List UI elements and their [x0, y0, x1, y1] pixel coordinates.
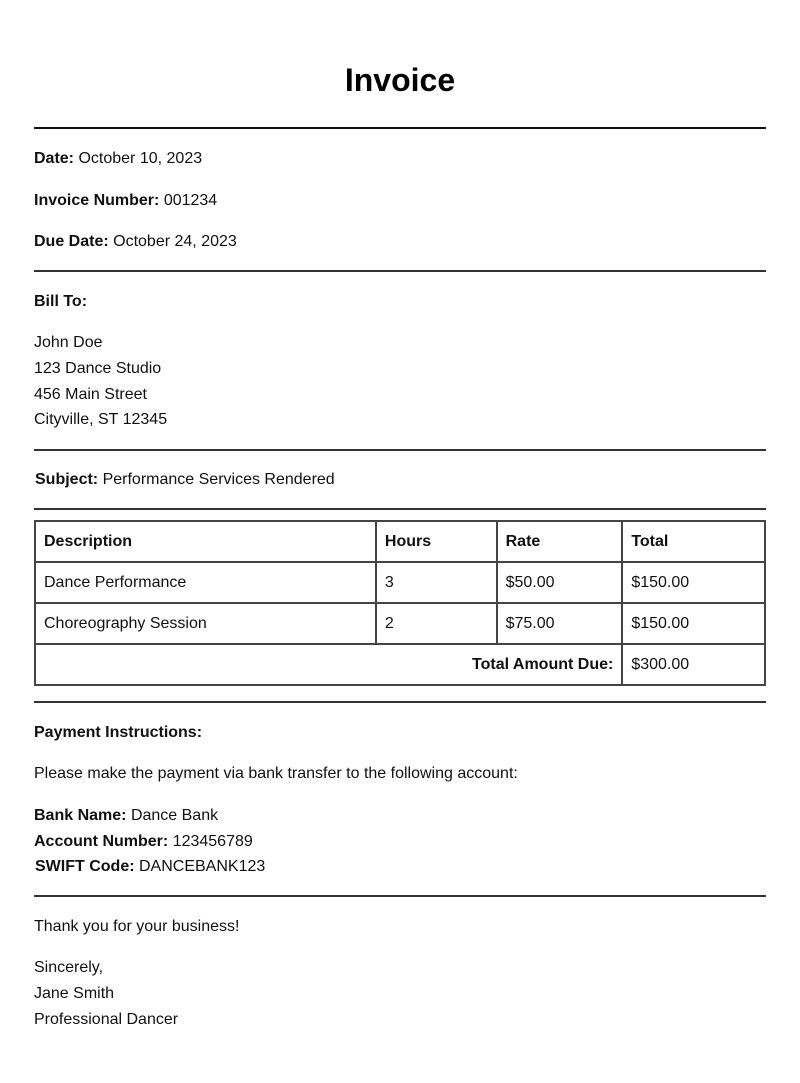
bill-to-line: Cityville, ST 12345 [34, 411, 168, 428]
invoice-date [34, 149, 202, 169]
divider [34, 895, 766, 897]
subject [35, 470, 335, 490]
due-date-value: October 24, 2023 [113, 233, 237, 250]
hours-cell: 2 [376, 603, 497, 644]
divider [34, 449, 766, 451]
table-row [35, 562, 765, 603]
closing-salutation: Sincerely, [34, 959, 104, 976]
bank-name [34, 806, 218, 826]
bill-to-label: Bill To: [34, 293, 88, 310]
total-cell: $150.00 [622, 562, 765, 603]
subject-label: Subject: [35, 471, 99, 488]
column-header: Hours [376, 521, 497, 562]
due-date [34, 232, 237, 252]
invoice-number [34, 191, 217, 211]
invoice-number-label: Invoice Number: [34, 192, 160, 209]
divider [34, 508, 766, 510]
table-header-row [35, 521, 765, 562]
divider [34, 270, 766, 272]
divider [34, 701, 766, 703]
column-header: Description [35, 521, 376, 562]
invoice-number-value: 001234 [163, 192, 218, 209]
swift-code [35, 857, 265, 877]
description-cell: Dance Performance [35, 562, 376, 603]
total-cell: $150.00 [622, 603, 765, 644]
sender-role: Professional Dancer [34, 1011, 179, 1028]
account-number [34, 832, 253, 852]
account-number-label: Account Number: [34, 833, 169, 850]
page-title: Invoice [344, 62, 456, 98]
swift-code-label: SWIFT Code: [35, 858, 135, 875]
payment-instruction: Please make the payment via bank transfer to the following account: [34, 765, 518, 782]
bank-name-value: Dance Bank [130, 807, 219, 824]
swift-code-value: DANCEBANK123 [139, 858, 266, 875]
divider [34, 127, 766, 129]
due-date-label: Due Date: [34, 233, 109, 250]
total-row [35, 644, 765, 685]
hours-cell: 3 [376, 562, 497, 603]
bill-to-line: 456 Main Street [34, 386, 147, 403]
column-header: Total [622, 521, 765, 562]
payment-heading: Payment Instructions: [34, 724, 203, 741]
line-items-table [34, 520, 766, 686]
date-label: Date: [34, 150, 75, 167]
table-row [35, 603, 765, 644]
thank-you-note: Thank you for your business! [34, 918, 240, 935]
rate-cell: $75.00 [497, 603, 623, 644]
column-header: Rate [497, 521, 623, 562]
rate-cell: $50.00 [497, 562, 623, 603]
sender-name: Jane Smith [34, 985, 115, 1002]
bill-to-line: 123 Dance Studio [34, 360, 162, 377]
date-value: October 10, 2023 [78, 150, 203, 167]
bank-name-label: Bank Name: [34, 807, 127, 824]
bill-to-line: John Doe [34, 334, 103, 351]
total-amount-label: Total Amount Due: [35, 644, 622, 685]
account-number-value: 123456789 [172, 833, 253, 850]
subject-value: Performance Services Rendered [102, 471, 335, 488]
total-amount-value: $300.00 [622, 644, 765, 685]
description-cell: Choreography Session [35, 603, 376, 644]
